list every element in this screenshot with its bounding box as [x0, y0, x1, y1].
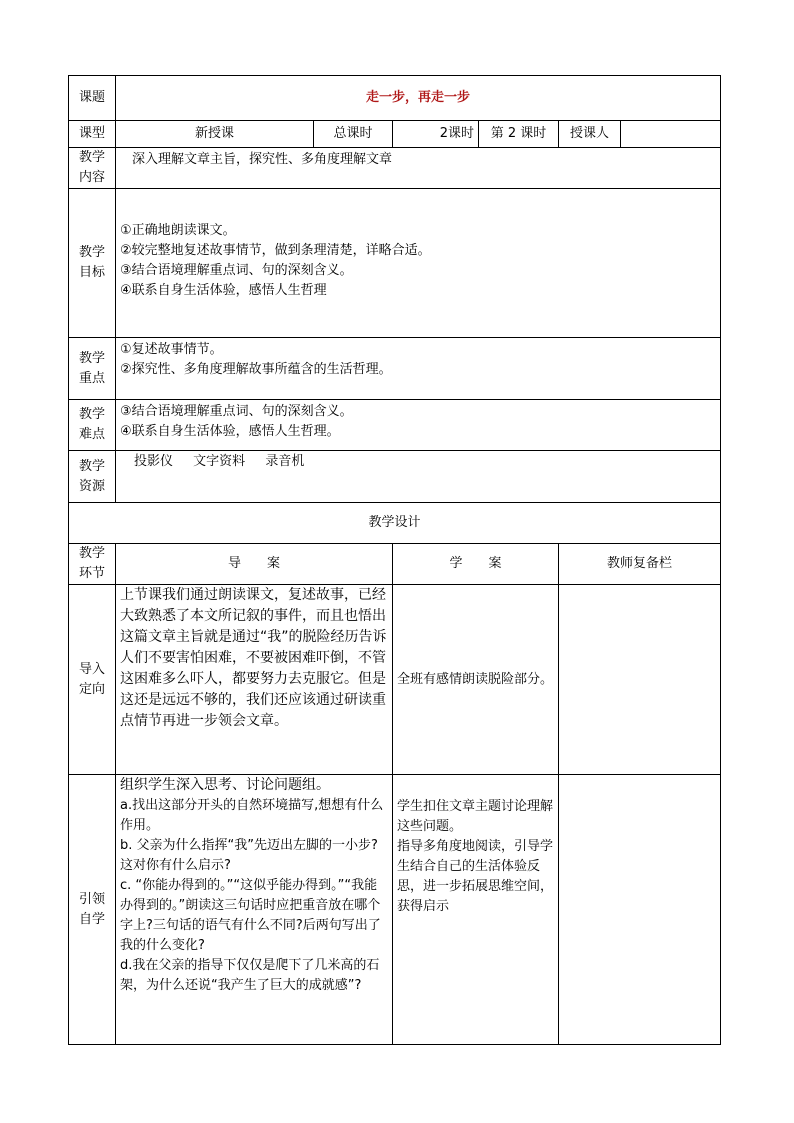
resources-row [69, 451, 721, 503]
stage-study-text [393, 775, 559, 1045]
key-points-list [116, 338, 721, 400]
list-item: ②较完整地复述故事情节，做到条理清楚，详略合适。 [120, 243, 431, 258]
goals-list [116, 189, 721, 338]
list-item: ③结合语境理解重点词、句的深刻含义。 [120, 404, 353, 419]
list-item: b. 父亲为什么指挥“我”先迈出左脚的一小步?这对你有什么启示? [120, 838, 378, 873]
resources-list [116, 451, 721, 503]
list-item: ④联系自身生活体验，感悟人生哲理 [120, 283, 327, 298]
stage-label: 导入 定向 [69, 585, 116, 775]
list-item: ③结合语境理解重点词、句的深刻含义。 [120, 263, 353, 278]
list-item: a.找出这部分开头的自然环境描写,想想有什么作用。 [120, 798, 384, 833]
design-heading-row [69, 503, 721, 544]
content-label: 教学 内容 [69, 148, 116, 189]
list-item: 投影仪 [134, 454, 174, 469]
design-header-row [69, 544, 721, 585]
list-item: 录音机 [265, 454, 305, 469]
total-hours-label: 总课时 [314, 121, 393, 148]
content-text: 深入理解文章主旨，探究性、多角度理解文章 [116, 148, 721, 189]
difficulties-list [116, 400, 721, 451]
table-row [69, 775, 721, 1045]
list-item: 指导多角度地阅读，引导学生结合自己的生活体验反思，进一步拓展思维空间，获得启示 [397, 839, 554, 914]
stage-column-header: 教学 环节 [69, 544, 116, 585]
list-item: c. “你能办得到的。”“这似乎能办得到。”“我能办得到的。”朗读这三句话时应把重音放在哪个字上?三句话的语气有什么不同?后两句写出了我的什么变化? [120, 878, 381, 953]
stage-teacher-notes [559, 585, 721, 775]
page-title: 走一步，再走一步 [116, 76, 721, 121]
teacher-label: 授课人 [559, 121, 621, 148]
stage-guide-text [116, 775, 393, 1045]
key-points-label: 教学 重点 [69, 338, 116, 400]
type-row [69, 121, 721, 148]
list-item: ②探究性、多角度理解故事所蕴含的生活哲理。 [120, 362, 392, 377]
total-hours-value: 2课时 [393, 121, 479, 148]
goals-row [69, 189, 721, 338]
table-row [69, 585, 721, 775]
period-value: 第 2 课时 [479, 121, 559, 148]
key-points-row [69, 338, 721, 400]
topic-row [69, 76, 721, 121]
difficulties-label: 教学 难点 [69, 400, 116, 451]
guide-column-header: 导 案 [116, 544, 393, 585]
lesson-plan-table [68, 75, 721, 1045]
stage-study-text: 全班有感情朗读脱险部分。 [393, 585, 559, 775]
list-item: ①复述故事情节。 [120, 342, 223, 357]
teacher-value [621, 121, 721, 148]
study-column-header: 学 案 [393, 544, 559, 585]
type-label: 课型 [69, 121, 116, 148]
difficulties-row [69, 400, 721, 451]
topic-label: 课题 [69, 76, 116, 121]
teacher-column-header: 教师复备栏 [559, 544, 721, 585]
stage-guide-text: 上节课我们通过朗读课文，复述故事，已经大致熟悉了本文所记叙的事件，而且也悟出这篇文章主旨就是通过“我”的脱险经历告诉人们不要害怕困难，不要被困难吓倒，不管这困难多么吓人，都要努力去克服它。但是这还是远远不够的，我们还应该通过研读重点情节再进一步领会文章。 [116, 585, 393, 775]
list-item: 学生扣住文章主题讨论理解这些问题。 [397, 799, 554, 834]
list-item: 组织学生深入思考、讨论问题组。 [120, 777, 330, 793]
design-heading: 教学设计 [69, 503, 721, 544]
goals-label: 教学 目标 [69, 189, 116, 338]
list-item: ①正确地朗读课文。 [120, 223, 236, 238]
stage-label: 引领 自学 [69, 775, 116, 1045]
list-item: d.我在父亲的指导下仅仅是爬下了几米高的石架，为什么还说“我产生了巨大的成就感”? [120, 958, 380, 993]
resources-label: 教学 资源 [69, 451, 116, 503]
list-item: ④联系自身生活体验，感悟人生哲理。 [120, 424, 340, 439]
list-item: 文字资料 [193, 454, 246, 469]
content-row [69, 148, 721, 189]
type-value: 新授课 [116, 121, 314, 148]
stage-teacher-notes [559, 775, 721, 1045]
